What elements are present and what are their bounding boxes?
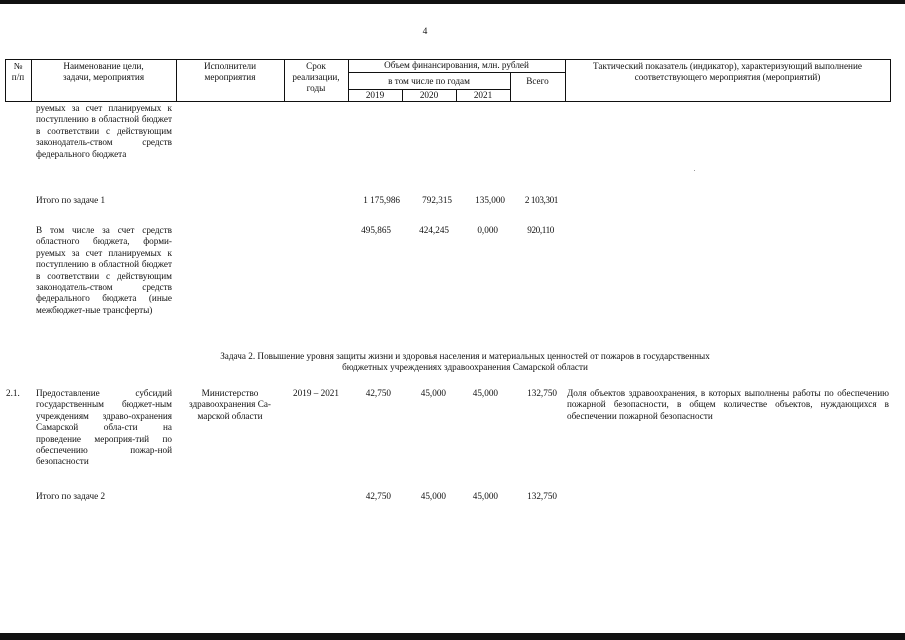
item-2-1-2019: 42,750 <box>365 388 391 398</box>
incl-regional-2020: 424,245 <box>419 225 449 235</box>
item-2-1-2020: 45,000 <box>420 388 446 398</box>
total-task1-2020: 792,315 <box>422 195 452 205</box>
top-border <box>0 0 905 4</box>
item-2-1-indicator: Доля объектов здравоохранения, в которых выполнены работы по обеспечению пожарной безопасности, в общем количестве объектов, нуждающихся в обеспечении пожарной безопасности <box>567 388 889 421</box>
continued-row-text: руемых за счет планируемых к поступлению в областной бюджет в соответствии с действующим законодатель-ством средств федерального бюджета <box>36 103 172 159</box>
scan-speck <box>694 170 695 171</box>
total-task2-2021: 45,000 <box>472 491 498 501</box>
col-num-header: № п/п <box>11 61 25 82</box>
item-2-1-2021: 45,000 <box>472 388 498 398</box>
header-bottom-rule <box>5 101 891 102</box>
item-2-1-executor: Министерство здравоохранения Са-марской области <box>189 388 271 421</box>
col-indicator-header: Тактический показатель (индикатор), характеризующий выполнение соответствующего мероприятия (мероприятий) <box>593 61 862 82</box>
incl-regional-total: 920,110 <box>527 225 554 235</box>
total-task1-2019: 1 175,986 <box>363 195 400 205</box>
col-year-2020: 2020 <box>419 90 439 100</box>
total-task2-total: 132,750 <box>527 491 557 501</box>
item-2-1-label: Предоставление субсидий государственным бюджет-ным учреждениям здраво-охранения Самарской обла-сти на проведение мероприя-тий по обеспечению пожар-ной безопасности <box>36 388 172 467</box>
item-2-1-term: 2019 – 2021 <box>293 388 339 398</box>
col-year-2019: 2019 <box>365 90 385 100</box>
header-sub-rule <box>348 72 565 73</box>
item-2-1-number: 2.1. <box>6 388 20 398</box>
col-financing-header: Объем финансирования, млн. рублей <box>384 60 529 70</box>
col-year-2021: 2021 <box>473 90 493 100</box>
col-financing-subheader: в том числе по годам <box>388 76 470 86</box>
col-total-header: Всего <box>526 76 549 86</box>
incl-regional-2021: 0,000 <box>477 225 498 235</box>
item-2-1-total: 132,750 <box>527 388 557 398</box>
page-number: 4 <box>422 27 428 37</box>
vline <box>890 59 891 101</box>
incl-regional-2019: 495,865 <box>361 225 391 235</box>
incl-regional-label: В том числе за счет средств областного бюджета, форми-руемых за счет планируемых к поступлению в областной бюджет в соответствии с действующим законодатель-ством средств федерального бюджета (иные межбюджет-ные трансферты) <box>36 225 172 315</box>
total-task2-2019: 42,750 <box>365 491 391 501</box>
col-executor-header: Исполнители мероприятия <box>203 61 257 82</box>
bottom-border <box>0 633 905 640</box>
total-task1-label: Итого по задаче 1 <box>36 195 106 205</box>
col-term-header: Срок реализации, годы <box>292 61 340 93</box>
total-task2-2020: 45,000 <box>420 491 446 501</box>
total-task2-label: Итого по задаче 2 <box>36 491 106 501</box>
total-task1-2021: 135,000 <box>475 195 505 205</box>
total-task1-total: 2 103,301 <box>524 195 558 205</box>
task2-title: Задача 2. Повышение уровня защиты жизни и здоровья населения и материальных ценностей от пожаров в государственных бюджетных учреждениях здравоохранения Самарской области <box>220 351 710 373</box>
col-name-header: Наименование цели, задачи, мероприятия <box>62 61 145 82</box>
